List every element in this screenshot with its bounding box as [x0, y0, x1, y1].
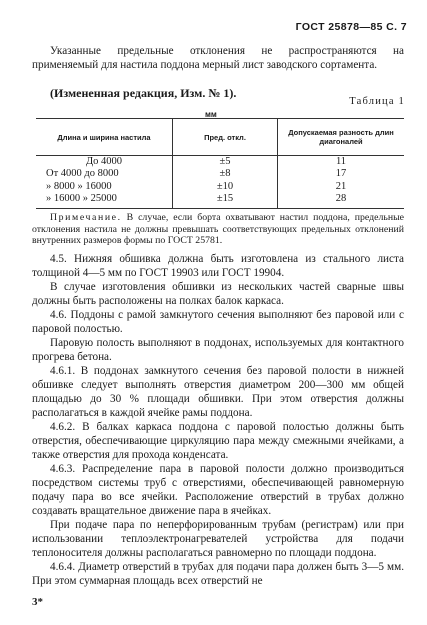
table-units: мм: [205, 110, 217, 119]
table-cell: ±10: [216, 180, 234, 192]
note-label: Примечание.: [50, 212, 122, 223]
table-cell: » 16000 » 25000: [46, 193, 117, 205]
paragraph-steam-cavity: Паровую полость выполняют в поддонах, используемых для контактного прогрева бетона.: [32, 337, 404, 364]
paragraph-4-6-1: 4.6.1. В поддонах замкнутого сечения без паровой полости в нижней обшивке следует выполнять отверстия диаметром 200—300 мм общей площадью до 30 % площади обшивки. При этом отверстия должны располагаться в каждой ячейке рамы поддона.: [32, 365, 404, 420]
paragraph-4-5: 4.5. Нижняя обшивка должна быть изготовлена из стального листа толщиной 4—5 мм по ГОСТ 19903 или ГОСТ 19904.: [32, 253, 404, 280]
paragraph-4-6-2: 4.6.2. В балках каркаса поддона с паровой полостью должны быть отверстия, обеспечивающие циркуляцию пара между смежными ячейками, а также отверстия для прохода конденсата.: [32, 421, 404, 462]
table-cell: 21: [335, 180, 347, 192]
page-number: 3*: [32, 596, 43, 608]
table-cell: 11: [335, 156, 347, 167]
paragraph-4-6-4: 4.6.4. Диаметр отверстий в трубах для подачи пара должен быть 3—5 мм. При этом суммарная площадь всех отверстий не: [32, 561, 404, 588]
column-header-size: Длина и ширина настила: [36, 119, 173, 156]
paragraph-4-6: 4.6. Поддоны с рамой замкнутого сечения выполняют без паровой или с паровой полостью.: [32, 309, 404, 336]
deviation-column: [173, 156, 278, 209]
column-header-deviation: Пред. откл.: [173, 119, 278, 156]
paragraph-registers: При подаче пара по неперфорированным трубам (регистрам) или при использовании теплоэлектронагревателей устройства для подачи теплоносителя должны располагаться равномерно по площади поддона.: [32, 519, 404, 560]
table-cell: ±5: [219, 156, 231, 167]
page-header: ГОСТ 25878—85 С. 7: [295, 21, 407, 33]
note-text: В случае, если борта охватывают настил поддона, предельные отклонения настила не должны превышать соответствующих предельных отклонений внутренних размеров формы по ГОСТ 25781.: [32, 212, 405, 247]
paragraph-4-6-3: 4.6.3. Распределение пара в паровой полости должно производиться посредством системы труб с отверстиями, обеспечивающей равномерную подачу пара во все ячейки. Расположение отверстий в трубах должно создавать вращательное движение пара в ячейках.: [32, 463, 404, 518]
table-note: [32, 212, 404, 247]
table-cell: 28: [335, 193, 347, 205]
table-cell: ±8: [219, 168, 231, 180]
table-cell: До 4000: [86, 156, 123, 167]
table-label: Таблица 1: [349, 96, 405, 107]
paragraph-welds: В случае изготовления обшивки из нескольких частей сварные швы должны быть расположены на полках балок каркаса.: [32, 281, 404, 308]
table-cell: ±15: [216, 193, 234, 205]
revision-note: (Измененная редакция, Изм. № 1).: [50, 86, 237, 100]
table-cell: 17: [335, 168, 347, 180]
intro-paragraph: Указанные предельные отклонения не распространяются на применяемый для настила поддона мерный лист заводского сортамента.: [32, 45, 404, 72]
table-cell: От 4000 до 8000: [46, 168, 119, 180]
diagonal-diff-column: [278, 156, 405, 209]
size-column: [36, 156, 173, 209]
table-cell: » 8000 » 16000: [46, 180, 112, 192]
tolerance-table: [36, 118, 404, 209]
column-header-diagonal-diff: Допускаемая разность длин диагоналей: [278, 119, 405, 156]
